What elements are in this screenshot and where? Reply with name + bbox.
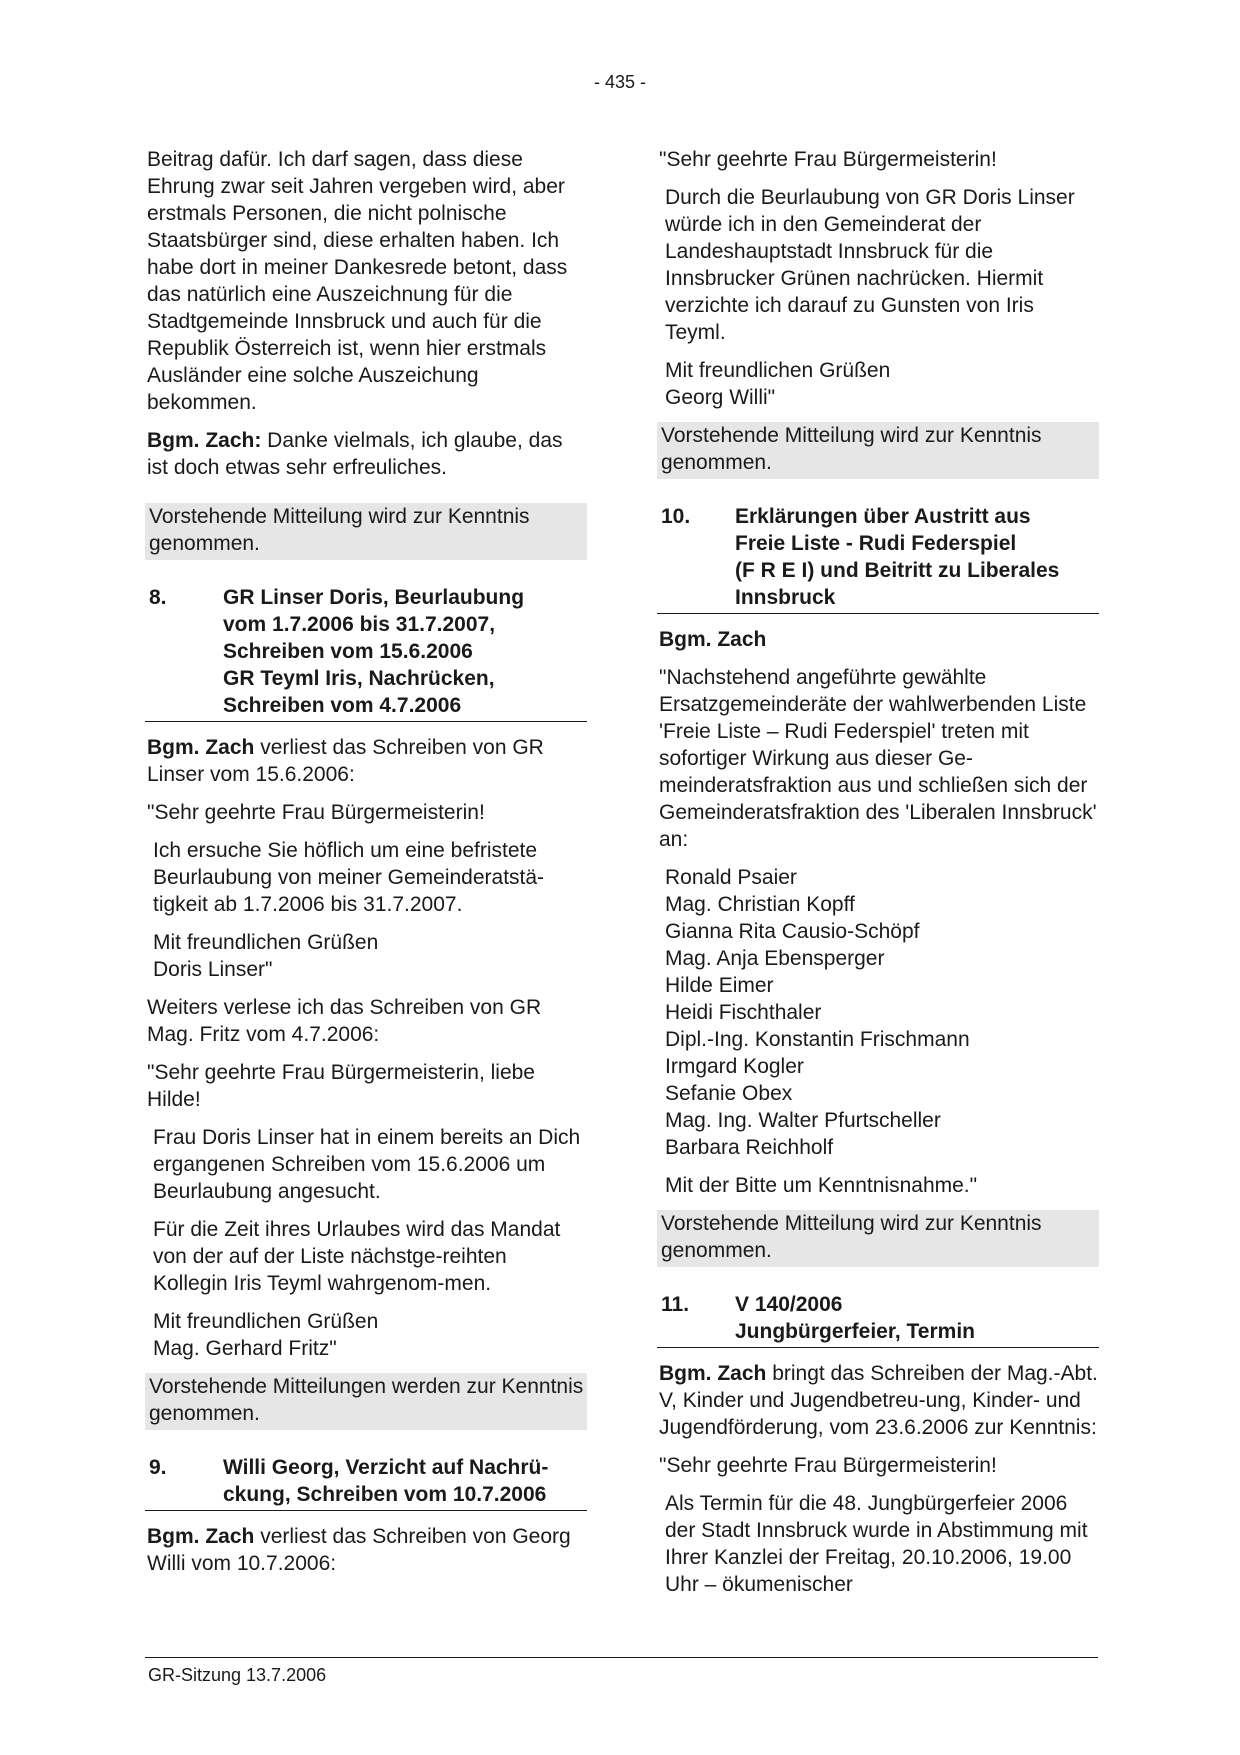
- title-line: Innsbruck: [735, 586, 836, 609]
- footer-text: GR-Sitzung 13.7.2006: [148, 1665, 327, 1685]
- title-line: vom 1.7.2006 bis 31.7.2007,: [223, 613, 496, 636]
- signature-line: Doris Linser": [153, 958, 273, 981]
- title-line: GR Linser Doris, Beurlaubung: [223, 586, 525, 609]
- paragraph: [147, 734, 587, 788]
- section-number: 11.: [661, 1293, 690, 1316]
- title-line: Jungbürgerfeier, Termin: [735, 1320, 975, 1343]
- speaker-name: Bgm. Zach: [659, 1362, 767, 1385]
- section-number: 9.: [149, 1456, 167, 1479]
- paragraph: [147, 427, 587, 481]
- paragraph: "Sehr geehrte Frau Bürgermeisterin!: [659, 1454, 997, 1477]
- title-line: Freie Liste - Rudi Federspiel: [735, 532, 1017, 555]
- signature-line: Georg Willi": [665, 386, 776, 409]
- paragraph: "Sehr geehrte Frau Bürgermeisterin!: [659, 148, 997, 171]
- title-line: (F R E I) und Beitritt zu Liberales: [735, 559, 1060, 582]
- speaker-name: Bgm. Zach:: [147, 429, 262, 452]
- right-column: [657, 146, 1099, 1609]
- closing-line: Mit freundlichen Grüßen: [153, 931, 379, 954]
- speech-text: verliest das Schreiben von Georg Willi vom 10.7.2006:: [147, 1525, 571, 1575]
- paragraph: "Nachstehend angeführte gewählte Ersatzgemeinderäte der wahlwerbenden Liste 'Freie Liste – Rudi Federspiel' treten mit sofortiger Wirkung aus dieser Ge-meinderatsfraktion aus und schließen sich der Gemeinderatsfraktion des 'Liberalen Innsbruck' an:: [659, 666, 1097, 851]
- list-item: Irmgard Kogler: [665, 1055, 804, 1078]
- notice-box: Vorstehende Mitteilungen werden zur Kenntnis genommen.: [145, 1373, 587, 1430]
- speaker-name: Bgm. Zach: [659, 628, 767, 651]
- speech-text: verliest das Schreiben von GR Linser vom 15.6.2006:: [147, 736, 544, 786]
- paragraph: Mit der Bitte um Kenntnisnahme.": [665, 1174, 978, 1197]
- title-line: V 140/2006: [735, 1293, 843, 1316]
- speaker-name: Bgm. Zach: [147, 1525, 255, 1548]
- notice-box: Vorstehende Mitteilung wird zur Kenntnis genommen.: [145, 503, 587, 560]
- paragraph: "Sehr geehrte Frau Bürgermeisterin!: [147, 801, 485, 824]
- title-line: GR Teyml Iris, Nachrücken,: [223, 667, 495, 690]
- paragraph: Als Termin für die 48. Jungbürgerfeier 2006 der Stadt Innsbruck wurde in Abstimmung mit Ihrer Kanzlei der Freitag, 20.10.2006, 19.00 Uhr – ökumenischer: [665, 1492, 1088, 1596]
- list-item: Mag. Ing. Walter Pfurtscheller: [665, 1109, 941, 1132]
- title-line: Willi Georg, Verzicht auf Nachrü-: [223, 1456, 549, 1479]
- paragraph: Beitrag dafür. Ich darf sagen, dass diese Ehrung zwar seit Jahren vergeben wird, aber erstmals Personen, die nicht polnische Staatsbürger sind, diese erhalten haben. Ich habe dort in meiner Dankesrede betont, dass das natürlich eine Auszeichnung für die Stadtgemeinde Innsbruck und auch für die Republik Österreich ist, wenn hier erstmals Ausländer eine solche Auszeichung bekommen.: [147, 148, 568, 414]
- left-column: [145, 146, 587, 1588]
- list-item: Ronald Psaier: [665, 866, 797, 889]
- speaker-label: [659, 626, 1099, 653]
- list-item: Gianna Rita Causio-Schöpf: [665, 920, 920, 943]
- section-heading-11: [657, 1291, 1099, 1348]
- list-item: Mag. Anja Ebensperger: [665, 947, 885, 970]
- speech-text: Danke vielmals, ich glaube, das ist doch etwas sehr erfreuliches.: [147, 429, 563, 479]
- notice-box: Vorstehende Mitteilung wird zur Kenntnis genommen.: [657, 422, 1099, 479]
- paragraph: "Sehr geehrte Frau Bürgermeisterin, liebe Hilde!: [147, 1061, 535, 1111]
- page-number: - 435 -: [593, 72, 647, 92]
- paragraph: [659, 1360, 1099, 1441]
- signature-line: Mag. Gerhard Fritz": [153, 1337, 337, 1360]
- title-line: ckung, Schreiben vom 10.7.2006: [223, 1483, 547, 1506]
- paragraph: Frau Doris Linser hat in einem bereits an Dich ergangenen Schreiben vom 15.6.2006 um Beurlaubung angesucht.: [153, 1126, 581, 1203]
- section-title: [735, 1291, 1099, 1345]
- list-item: Hilde Eimer: [665, 974, 774, 997]
- speaker-name: Bgm. Zach: [147, 736, 255, 759]
- section-number: 10.: [661, 505, 691, 528]
- speech-text: bringt das Schreiben der Mag.-Abt. V, Kinder und Jugendbetreu-ung, Kinder- und Jugendförderung, vom 23.6.2006 zur Kenntnis:: [659, 1362, 1098, 1439]
- section-title: [735, 503, 1099, 611]
- footer-rule: [145, 1657, 1098, 1658]
- section-title: [223, 1454, 587, 1508]
- section-heading-8: [145, 584, 587, 722]
- paragraph: Ich ersuche Sie höflich um eine befristete Beurlaubung von meiner Gemeinderatstä-tigkeit ab 1.7.2006 bis 31.7.2007.: [153, 839, 545, 916]
- list-item: Dipl.-Ing. Konstantin Frischmann: [665, 1028, 970, 1051]
- paragraph: Weiters verlese ich das Schreiben von GR Mag. Fritz vom 4.7.2006:: [147, 996, 542, 1046]
- section-heading-9: [145, 1454, 587, 1511]
- title-line: Erklärungen über Austritt aus: [735, 505, 1031, 528]
- list-item: Mag. Christian Kopff: [665, 893, 855, 916]
- section-title: [223, 584, 587, 719]
- section-number: 8.: [149, 586, 167, 609]
- closing-line: Mit freundlichen Grüßen: [665, 359, 891, 382]
- closing-line: Mit freundlichen Grüßen: [153, 1310, 379, 1333]
- list-item: Barbara Reichholf: [665, 1136, 834, 1159]
- title-line: Schreiben vom 15.6.2006: [223, 640, 473, 663]
- name-list: [665, 864, 1099, 1161]
- paragraph: Für die Zeit ihres Urlaubes wird das Mandat von der auf der Liste nächstge-reihten Kollegin Iris Teyml wahrgenom-men.: [153, 1218, 561, 1295]
- list-item: Sefanie Obex: [665, 1082, 793, 1105]
- title-line: Schreiben vom 4.7.2006: [223, 694, 462, 717]
- paragraph: Durch die Beurlaubung von GR Doris Linser würde ich in den Gemeinderat der Landeshauptstadt Innsbruck für die Innsbrucker Grünen nachrücken. Hiermit verzichte ich darauf zu Gunsten von Iris Teyml.: [665, 186, 1075, 344]
- paragraph: [147, 1523, 587, 1577]
- list-item: Heidi Fischthaler: [665, 1001, 822, 1024]
- notice-box: Vorstehende Mitteilung wird zur Kenntnis genommen.: [657, 1210, 1099, 1267]
- section-heading-10: [657, 503, 1099, 614]
